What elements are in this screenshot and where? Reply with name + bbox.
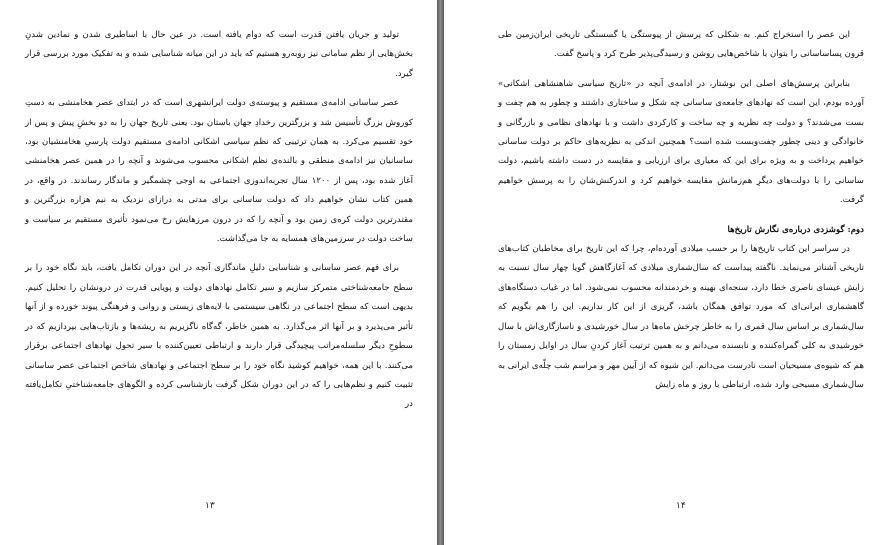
page-number: ۱۴ [676, 501, 686, 511]
paragraph: عصر ساسانی ادامه‌ی مستقیم و پیوسته‌ی دولت ایرانشهری است که در ابتدای عصر هخامنشی به دستِ کوروش بزرگ تأسیس شد و بزرگترین رخدادِ جهان باستان بود. یعنی تاریخ جهان را به دو بخشِ پیش و پس از خود تقسیم می‌کرد. به همان ترتیبی که نظم سیاسی اشکانی ادامه‌ی مستقیم دولت پارسیِ هخامنشیان بود، ساسانیان نیز ادامه‌ی منطقی و بالنده‌ی نظم اشکانی محسوب می‌شوند و آنچه را در همین عصر هخامنشی آغاز شده بود، پس از ۱۲۰۰ سال تجربه‌اندوزی اجتماعی به اوجی چشمگیر و ماندگار رساندند. در واقع، در همین کتاب نشان خواهیم داد که دولت ساسانی برای مدتی به درازای نزدیک به نیم هزاره بزرگترین و مقتدرترین دولت کره‌ی زمین بود و آنچه را که در درون مرزهایش رخ می‌نمود تأثیری مستقیم بر سیاست و ساخت دولت در سرزمین‌های همسایه به جا می‌گذاشت. [25, 98, 414, 245]
section-heading: دوم: گوشزدی درباره‌ی نگارش تاریخ‌ها [727, 224, 864, 235]
paragraph: بنابراین پرسش‌های اصلی این نوشتار، در ادامه‌ی آنچه در «تاریخ سیاسی شاهنشاهی اشکانی» آورده بودم، این است که نهادهای جامعه‌ی ساسانی چه شکل و ساختاری داشتند و چطور به هم چفت و بست می‌شدند؟ و دولت چه نظریه و چه ساخت و کارکردی داشت و با نهادهای نظامی و بازرگانی و خانوادگی و دینی چطور چفت‌وبست شده است؟ همچنین اندکی به نظریه‌های حاکم بر دولت ساسانی خواهیم پرداخت و به ویژه برای این که معیاری برای ارزیابی و مقایسه در دست داشته باشیم، دولت ساسانی را با دولت‌های دیگرِ هم‌زمانش مقایسه خواهیم کرد و اندرکنش‌شان را به پرسش خواهیم گرفت. [498, 78, 864, 206]
paragraph: در سراسر این کتاب تاریخ‌ها را بر حسب میلادی آورده‌ام، چرا که این تاریخ برای مخاطبان کتاب‌های تاریخی آشناتر می‌نماید. ناگفته پیداست که سال‌شماری میلادی که آغازگاهش گویا چهار سال نسبت به زایش عیسای ناصری خطا دارد، سنجه‌ای بهینه و خردمندانه محسوب نمی‌شود. اما در غیاب دستگاه‌های گاهشماری ایرانی‌ای که مورد توافق همگان باشد، گریزی از این کار نداریم. این را هم بگویم که سال‌شماری بر اساس سال قمری را به خاطر چرخش ماه‌ها در سال خورشیدی و ناسازگاری‌اش با سال خورشیدی به کلی گمراه‌کننده و نابسنده می‌دانم و به همین ترتیب آغاز کردنِ سال در اوایل زمستان را هم که شیوه‌ی مسیحیان است نادرست می‌دانم. این شیوه که از آیین مهر و مراسم شب چلّه‌ی ایرانی به سال‌شماری مسیحی وارد شده، ارتباطی با روز و ماه زایش [498, 244, 864, 390]
left-page-body [25, 26, 413, 415]
page-number: ۱۳ [205, 501, 215, 511]
right-page [444, 0, 887, 545]
left-page [0, 0, 437, 545]
paragraph: برای فهم عصر ساسانی و شناسایی دلیلِ ماندگاری آنچه در این دوران تکامل یافت، باید نگاه خود را بر سطح جامعه‌شناختی متمرکز سازیم و سیر تکامل نهادهای دولت و پویایی قدرت در درونشان را تحلیل کنیم. بدیهی است که سطح اجتماعی در نگاهی سیستمی با لایه‌های زیستی و روانی و فرهنگی پیوند خورده و از آنها تأثیر می‌پذیرد و بر آنها اثر می‌گذارد. به همین خاطر، گه‌گاه ناگزیریم به ریشه‌ها و بازتاب‌هایی بپردازیم که در سطوحِ دیگر سلسله‌مراتب پیچیدگی قرار دارند و ارتباطی تعیین‌کننده با سیر تحول نهادهای اجتماعی برقرار می‌کنند. با این همه، خواهیم کوشید نگاه خود را بر سطح اجتماعی و نهادهای شاخص اجتماعی عصر ساسانی تثبیت کنیم و نظم‌هایی را که در این دوران شکل گرفت بازشناسی کرده و الگوهای جامعه‌شناختیِ تکامل‌یافته در [25, 263, 413, 410]
paragraph: تولید و جریان یافتن قدرت است که دوام یافته است. در عین حال با اساطیری شدن و نمادین شدنِ بخش‌هایی از نظم سامانی نیز روبه‌رو هستیم که باید در این میانه شناسایی شده و به تفکیک مورد بررسی قرار گیرد. [25, 30, 413, 79]
right-page-body [498, 26, 864, 395]
paragraph: این عصر را استخراج کنم. به شکلی که پرسش از پیوستگی یا گسستگی تاریخی ایران‌زمین طی قرون پساساسانی را بتوان با شاخص‌هایی روشن و رسیدگی‌پذیر طرح کرد و پاسخ گفت. [498, 30, 864, 60]
page-divider [437, 0, 444, 545]
